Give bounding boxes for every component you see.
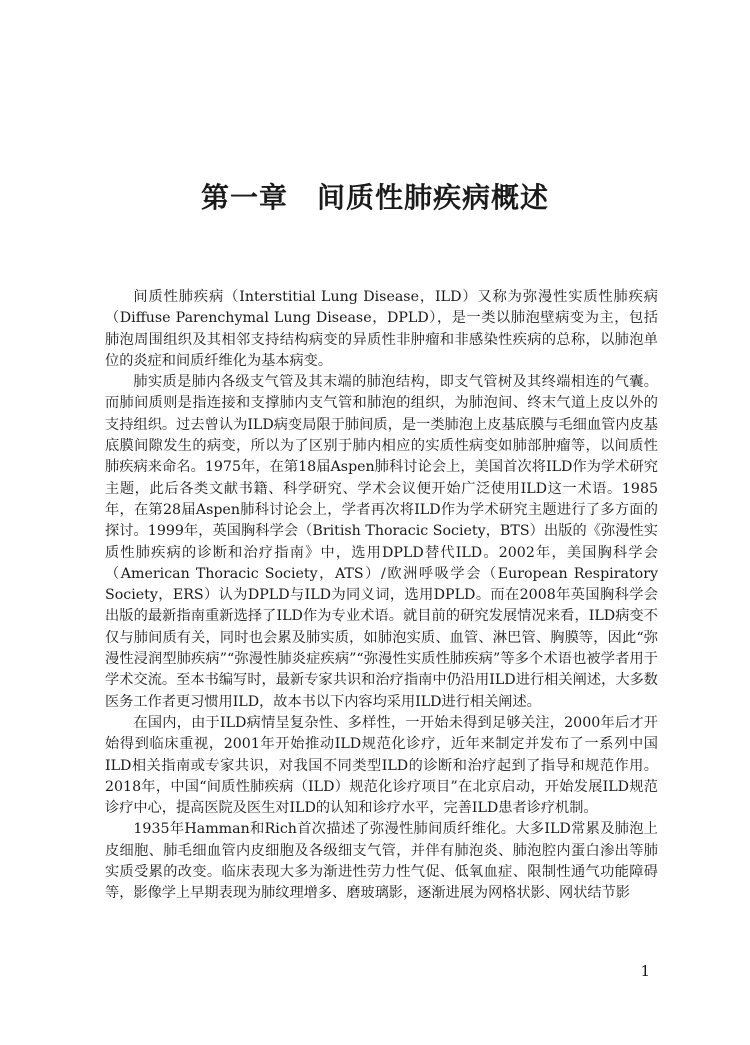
page-number: 1 [640,962,650,980]
chapter-title: 第一章 间质性肺疾病概述 [200,181,549,214]
paragraph-1: 间质性肺疾病（Interstitial Lung Disease，ILD）又称为弥漫性实质性肺疾病（Diffuse Parenchymal Lung Disease，DPLD），是一类以肺泡壁病变为主，包括肺泡周围组织及其相邻支持结构病变的异质性非肿瘤和非感染性疾病的总称，以肺泡单位的炎症和间质纤维化为基本病变。 [105,289,658,369]
body-text [105,287,658,905]
paragraph-3: 在国内，由于ILD病情呈复杂性、多样性，一开始未得到足够关注，2000年后才开始得到临床重视，2001年开始推动ILD规范化诊疗，近年来制定并发布了一系列中国ILD相关指南或专家共识，对我国不同类型ILD的诊断和治疗起到了指导和规范作用。2018年，中国“间质性肺疾病（ILD）规范化诊疗项目”在北京启动，开始发展ILD规范诊疗中心，提高医院及医生对ILD的认知和诊疗水平，完善ILD患者诊疗机制。 [105,714,658,817]
paragraph-4: 1935年Hamman和Rich首次描述了弥漫性肺间质纤维化。大多ILD常累及肺泡上皮细胞、肺毛细血管内皮细胞及各级细支气管，并伴有肺泡炎、肺泡腔内蛋白渗出等肺实质受累的改变。临床表现大多为渐进性劳力性气促、低氧血症、限制性通气功能障碍等，影像学上早期表现为肺纹理增多、磨玻璃影，逐渐进展为网格状影、网状结节影 [105,821,658,902]
paragraph-2: 肺实质是肺内各级支气管及其末端的肺泡结构，即支气管树及其终端相连的气囊。而肺间质则是指连接和支撑肺内支气管和肺泡的组织，为肺泡间、终末气道上皮以外的支持组织。过去曾认为ILD病变局限于肺间质，是一类肺泡上皮基底膜与毛细血管内皮基底膜间隙发生的病变，所以为了区别于肺内相应的实质性病变如肺部肿瘤等，以间质性肺疾病来命名。1975年，在第18届Aspen肺科讨论会上，美国首次将ILD作为学术研究主题，此后各类文献书籍、科学研究、学术会议便开始广泛使用ILD这一术语。1985年，在第28届Aspen肺科讨论会上，学者再次将ILD作为学术研究主题进行了多方面的探讨。1999年，英国胸科学会（British Thoracic Society，BTS）出版的《弥漫性实质性肺疾病的诊断和治疗指南》中，选用DPLD替代ILD。2002年，美国胸科学会（American Thoracic Society，ATS）/欧洲呼吸学会（European Respiratory Society，ERS）认为DPLD与ILD为同义词，选用DPLD。而在2008年英国胸科学会出版的最新指南重新选择了ILD作为专业术语。就目前的研究发展情况来看，ILD病变不仅与肺间质有关，同时也会累及肺实质，如肺泡实质、血管、淋巴管、胸膜等，因此“弥漫性浸润型肺疾病”“弥漫性肺炎症疾病”“弥漫性实质性肺疾病”等多个术语也被学者用于学术交流。至本书编写时，最新专家共识和治疗指南中仍沿用ILD进行相关阐述，大多数医务工作者更习惯用ILD，故本书以下内容均采用ILD进行相关阐述。 [105,374,658,710]
